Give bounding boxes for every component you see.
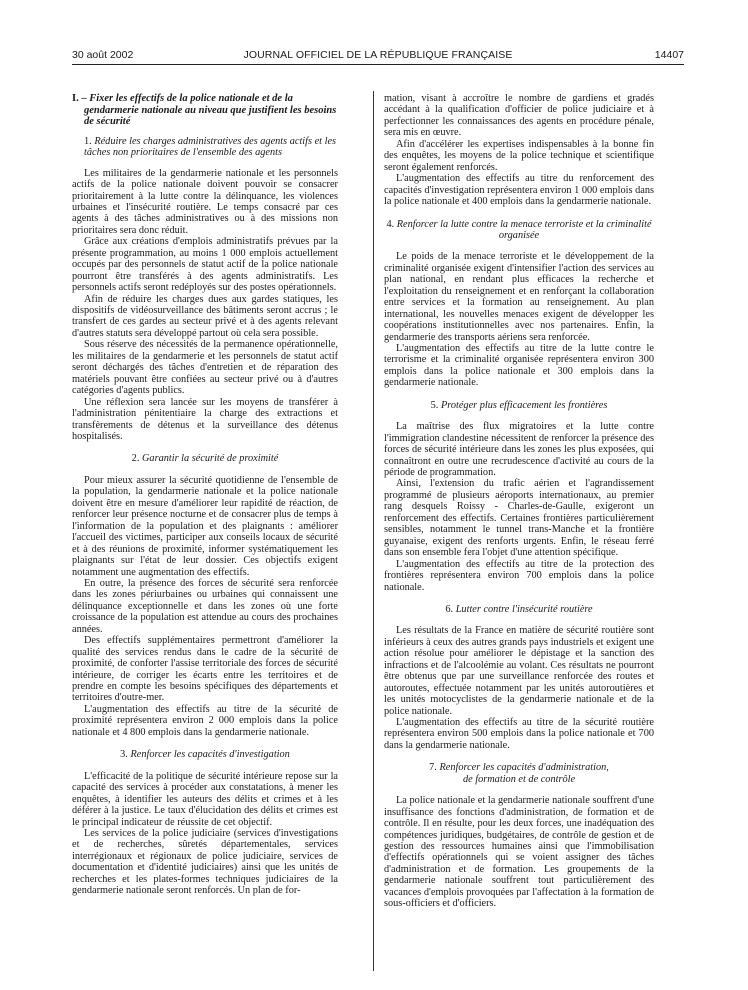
paragraph: Une réflexion sera lancée sur les moyens de transférer à l'administration pénitentiaire la charge des extractions et transfèrements de détenus et la surveillance des détenus hospitalisés. xyxy=(72,396,338,443)
subsection-1-title xyxy=(72,136,338,159)
subsection-2-text: Garantir la sécurité de proximité xyxy=(141,453,279,465)
paragraph: En outre, la présence des forces de sécurité sera renforcée dans les zones périurbaines ou urbaines qui connaissent une délinquance exceptionnelle et dans les zones où une forte croissance de la population est attendue au cours des prochaines années. xyxy=(72,577,338,635)
subsection-6-text: Lutter contre l'insécurité routière xyxy=(455,603,593,615)
paragraph: L'augmentation des effectifs au titre de la lutte contre le terrorisme et la criminalité organisée représentera environ 300 emplois dans la police nationale et 300 emplois dans la gendarmerie nationale. xyxy=(384,342,654,389)
right-column xyxy=(384,93,654,910)
paragraph: Les services de la police judiciaire (services d'investigations et de recherches, sûretés départementales, services interrégionaux et régionaux de police judiciaire, services de documentation et d'identité judiciaires) ainsi que les unités de recherches et les plates-formes techniques judiciaires de la gendarmerie nationale seront renforcés. Un plan de for- xyxy=(72,827,338,897)
paragraph: L'augmentation des effectifs au titre de la protection des frontières représentera environ 700 emplois dans la police nationale. xyxy=(384,558,654,593)
paragraph: L'augmentation des effectifs au titre de la sécurité routière représentera environ 500 emplois dans la police nationale et 700 dans la gendarmerie nationale. xyxy=(384,717,654,751)
paragraph: Les résultats de la France en matière de sécurité routière sont inférieurs à ceux des autres grands pays industriels et exigent une action résolue pour améliorer le dépistage et la sanction des infractions et de l'alcoolémie au volant. Ces résultats ne pourront être obtenus que par une surveillance renforcée des routes et autoroutes, effectuée notamment par les unités autoroutières et les unités motocyclistes de la gendarmerie nationale et de la police nationale. xyxy=(384,625,654,717)
subsection-7-title xyxy=(384,762,654,785)
subsection-4-text: Renforcer la lutte contre la menace terroriste et la criminalité organisée xyxy=(396,218,652,241)
paragraph: Pour mieux assurer la sécurité quotidienne de l'ensemble de la population, la gendarmerie nationale et la police nationale doivent être en mesure d'améliorer leur rapidité de réaction, de renforcer leur présence nocturne et de consacrer plus de temps à l'information de la population et des plaignants : améliorer l'accueil des victimes, participer aux conseils locaux de sécurité et à des réunions de proximité, informer systématiquement les plaignants sur l'état de leur dossier. Ces objectifs exigent notamment une augmentation des effectifs. xyxy=(72,474,338,578)
subsection-5-title xyxy=(384,400,654,411)
subsection-4-title xyxy=(384,219,654,242)
paragraph: L'augmentation des effectifs au titre du renforcement des capacités d'investigation représentera environ 1 000 emplois dans la police nationale et 400 emplois dans la gendarmerie nationale. xyxy=(384,173,654,208)
subsection-6-title xyxy=(384,604,654,615)
subsection-5-number: 5. xyxy=(430,399,439,411)
subsection-2-number: 2. xyxy=(131,453,140,465)
subsection-1-number: 1. xyxy=(84,135,92,147)
subsection-7-text-line2: de formation et de contrôle xyxy=(462,773,576,785)
paragraph: L'efficacité de la politique de sécurité intérieure repose sur la capacité des services à procéder aux constatations, à mener les enquêtes, à identifier les auteurs des délits et crimes et à les déférer à la justice. Le taux d'élucidation des délits et crimes est le principal indicateur de réussite de cet objectif. xyxy=(72,770,338,828)
paragraph: L'augmentation des effectifs au titre de la sécurité de proximité représentera environ 2 000 emplois dans la police nationale et 4 800 emplois dans la gendarmerie nationale. xyxy=(72,703,338,738)
paragraph: Des effectifs supplémentaires permettront d'améliorer la qualité des services rendus dans le cadre de la sécurité de proximité, de conforter l'assise territoriale des forces de sécurité intérieure, de corriger les écarts entre les territoires et de prendre en compte les besoins spécifiques des départements et territoires d'outre-mer. xyxy=(72,635,338,704)
header-journal-title: JOURNAL OFFICIEL DE LA RÉPUBLIQUE FRANÇAISE xyxy=(243,49,513,61)
left-column xyxy=(72,93,338,897)
paragraph: Grâce aux créations d'emplois administratifs prévues par la présente programmation, au moins 1 000 emplois actuellement occupés par des personnels de statut actif de la police nationale pourront être transférés à des agents administratifs. Les personnels actifs seront redéployés sur des postes opérationnels. xyxy=(72,236,338,294)
header-page-number: 14407 xyxy=(654,49,684,61)
subsection-1-text: Réduire les charges administratives des agents actifs et les tâches non prioritaires de l'ensemble des agents xyxy=(84,135,337,159)
header-rule xyxy=(72,64,684,65)
section-title xyxy=(72,93,338,128)
paragraph: Afin d'accélérer les expertises indispensables à la bonne fin des enquêtes, les moyens de la police technique et scientifique seront également renforcés. xyxy=(384,138,654,173)
section-title-text: Fixer les effectifs de la police nationale et de la gendarmerie nationale au niveau que justifient les besoins de sécurité xyxy=(84,93,337,128)
subsection-6-number: 6. xyxy=(445,603,454,615)
paragraph: mation, visant à accroître le nombre de gardiens et gradés accédant à la qualification d'officier de police judiciaire et à perfectionner les connaissances des agents en procédure pénale, sera mis en œuvre. xyxy=(384,93,654,139)
subsection-7-number: 7. xyxy=(429,762,437,774)
paragraph: La police nationale et la gendarmerie nationale souffrent d'une insuffisance des fonctions d'administration, de formation et de contrôle. Il en résulte, pour les deux forces, une inadéquation des compétences juridiques, budgétaires, de contrôle de gestion et de gestion des ressources humaines ainsi que l'immobilisation d'effectifs opérationnels qui se voient assigner des tâches d'administration et de formation. Les groupements de la gendarmerie nationale souffrent tout particulièrement des vacances d'emplois provoquées par l'affectation à la formation de sous-officiers et d'officiers. xyxy=(384,795,654,910)
header-date: 30 août 2002 xyxy=(72,49,134,61)
paragraph: Ainsi, l'extension du trafic aérien et l'agrandissement programmé de plusieurs aéroports internationaux, au premier rang desquels Roissy - Charles-de-Gaulle, exigeront un renforcement des effectifs. Certaines frontières particulièrement sensibles, notamment le tunnel trans-Manche et la frontière guyanaise, exigent des renforts urgents. Enfin, le réseau ferré dans son ensemble fera l'objet d'une attention spécifique. xyxy=(384,478,654,559)
paragraph: Sous réserve des nécessités de la permanence opérationnelle, les militaires de la gendarmerie et les personnels de statut actif seront déchargés des tâches d'entretien et de réparation des matériels pouvant être confiées au secteur privé ou à d'autres catégories d'agents publics. xyxy=(72,339,338,397)
subsection-7-text-line1: Renforcer les capacités d'administration, xyxy=(439,762,609,774)
paragraph: Le poids de la menace terroriste et le développement de la criminalité organisée exigent d'intensifier l'action des services au plan national, en rendant plus efficaces la recherche et l'exploitation du renseignement et en renforçant la collaboration entre services et la formation au renseignement. Au plan international, les nouvelles menaces exigent de développer les coopérations institutionnelles avec nos partenaires. Enfin, la gendarmerie des transports aériens sera renforcée. xyxy=(384,251,654,343)
subsection-5-text: Protéger plus efficacement les frontières xyxy=(440,399,608,411)
subsection-2-title xyxy=(72,453,338,464)
subsection-3-text: Renforcer les capacités d'investigation xyxy=(130,749,290,761)
subsection-3-title xyxy=(72,749,338,760)
subsection-3-number: 3. xyxy=(120,749,128,761)
page-header xyxy=(72,47,684,65)
paragraph: Les militaires de la gendarmerie nationale et les personnels actifs de la police nationale doivent pouvoir se consacrer prioritairement à la lutte contre la délinquance, les violences urbaines et l'insécurité routière. Le temps consacré par ces agents à des tâches administratives ou à des missions non prioritaires sera donc réduit. xyxy=(72,167,338,236)
subsection-4-number: 4. xyxy=(386,218,395,230)
column-separator xyxy=(373,91,374,971)
section-number: I. – xyxy=(72,93,87,104)
paragraph: La maîtrise des flux migratoires et la lutte contre l'immigration clandestine nécessitent de renforcer la présence des forces de sécurité intérieure dans les zones les plus exposées, qui connaîtront en outre une recrudescence d'activité au cours de la période de programmation. xyxy=(384,421,654,478)
paragraph: Afin de réduire les charges dues aux gardes statiques, les dispositifs de vidéosurveillance des bâtiments seront accrus ; le transfert de ces gardes au secteur privé et à des agents relevant d'autres statuts sera développé partout où cela sera possible. xyxy=(72,293,338,339)
